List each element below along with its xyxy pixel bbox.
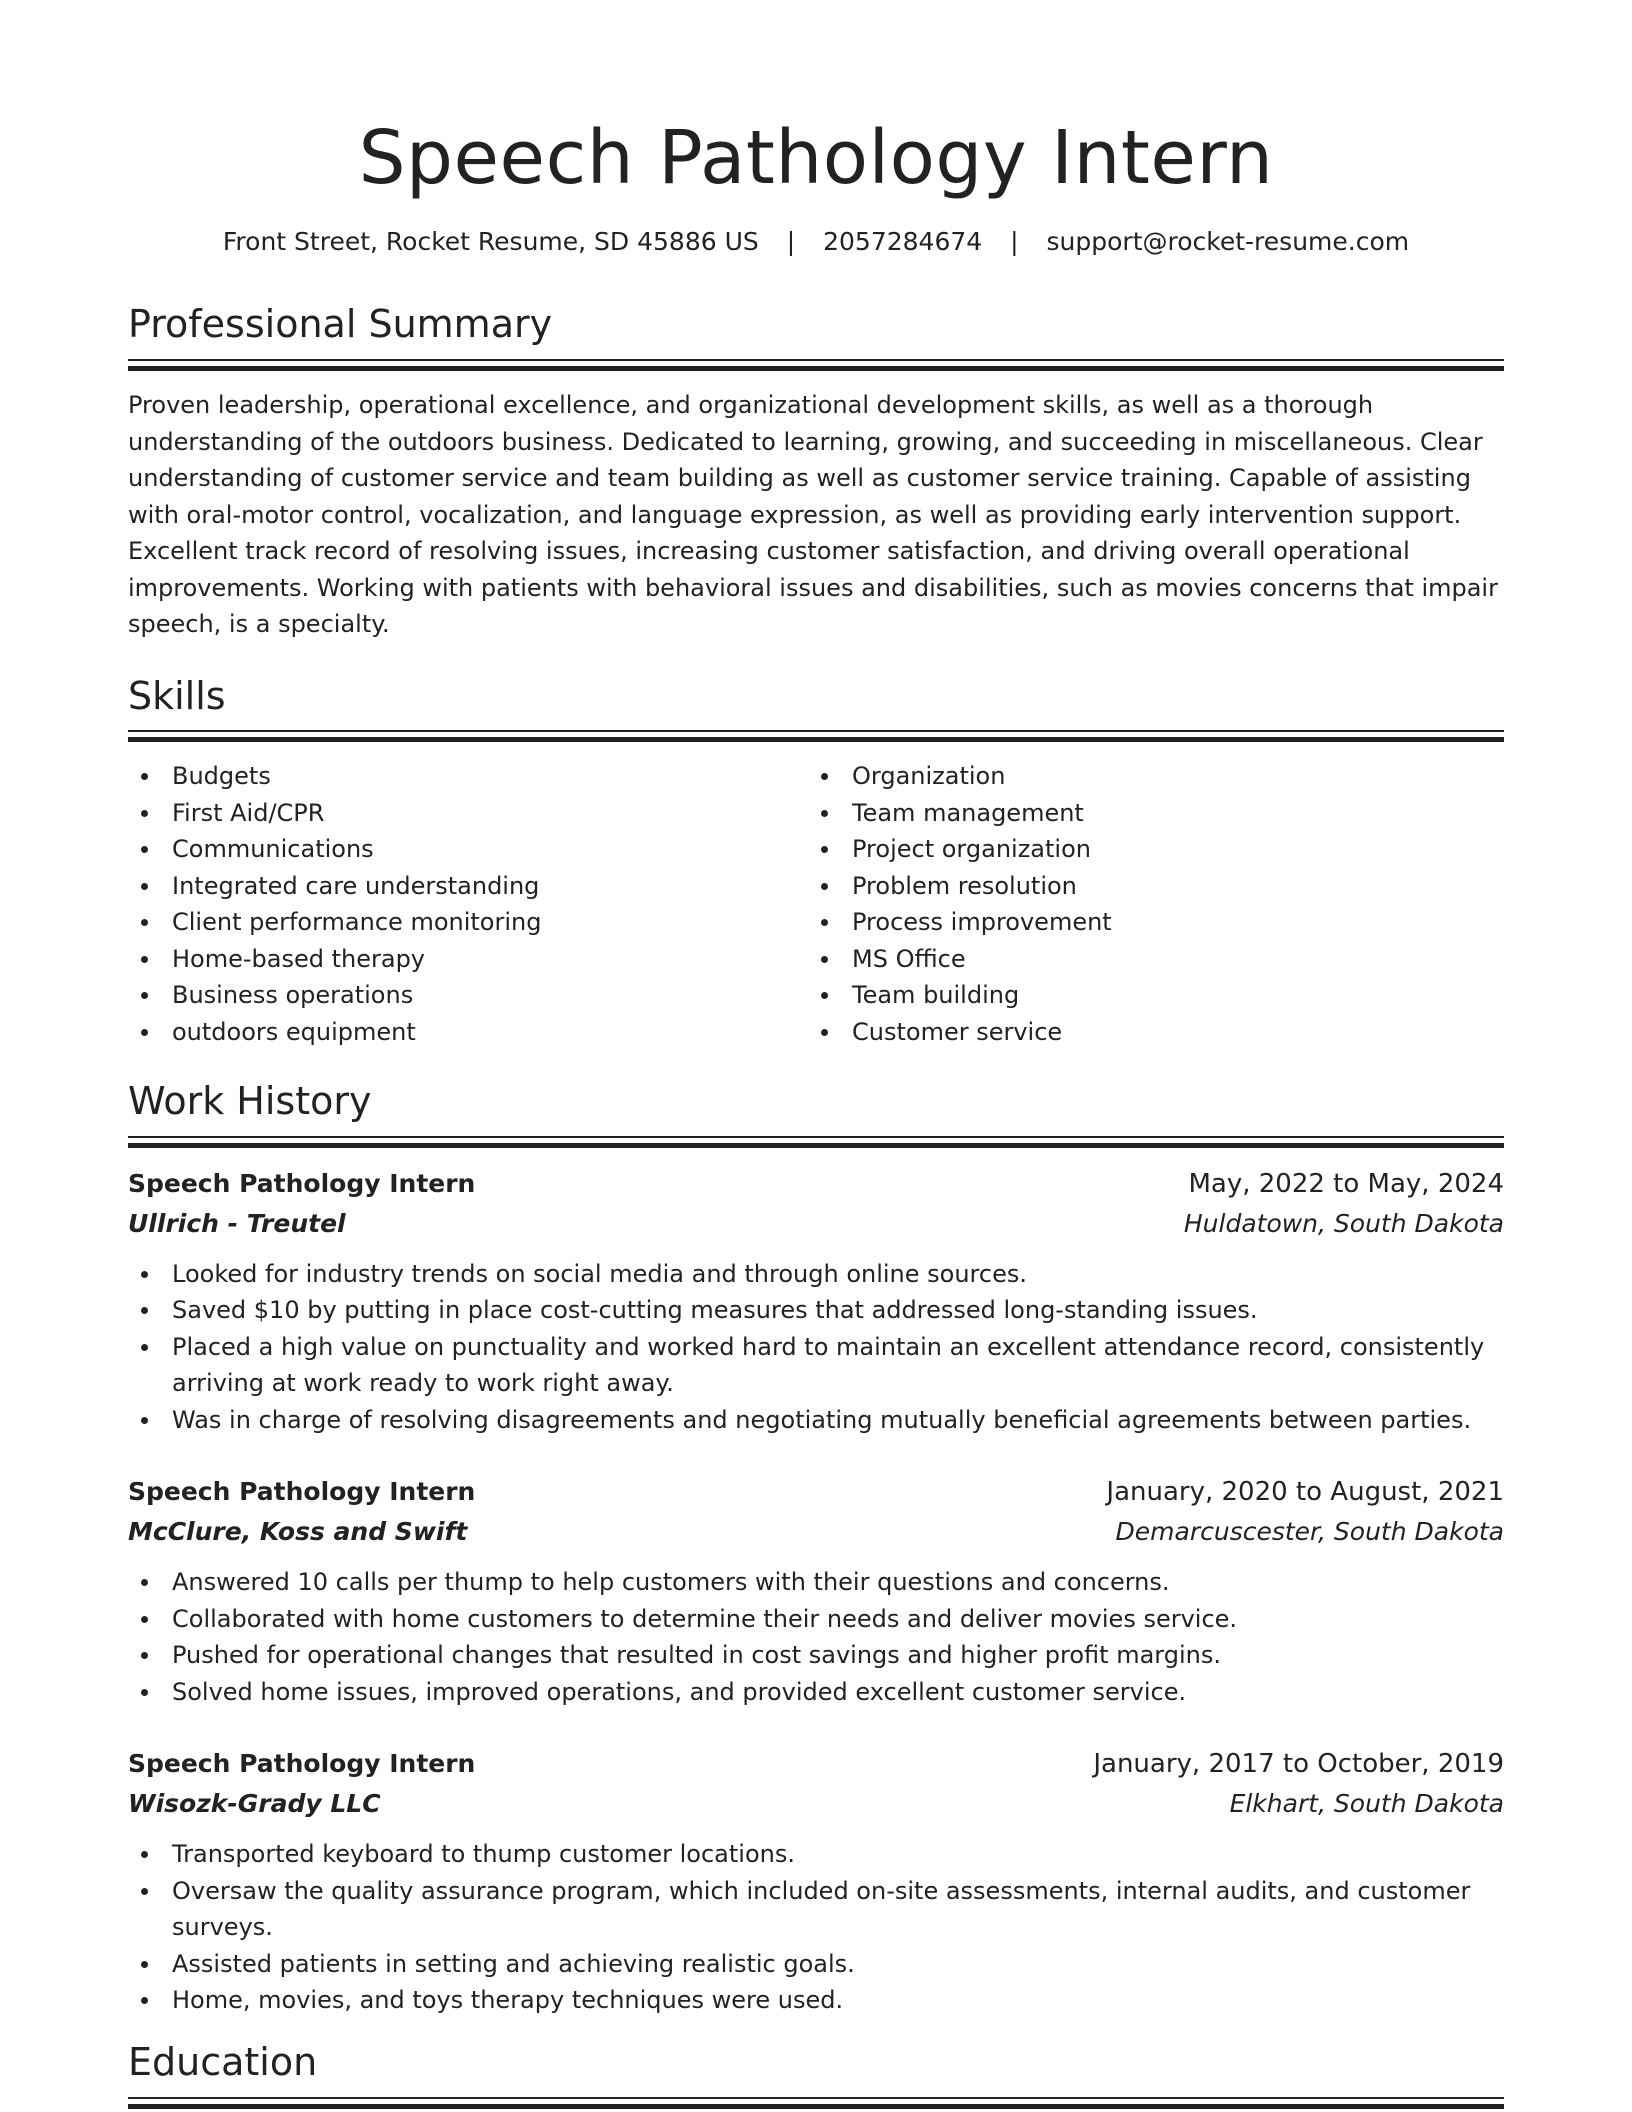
skills-columns: [128, 758, 1504, 1050]
skills-list-right: [808, 758, 1488, 1050]
job-duty: Pushed for operational changes that resulted in cost savings and higher profit margins.: [128, 1637, 1504, 1674]
skill-item: Budgets: [128, 758, 808, 795]
job-title: Speech Pathology Intern: [128, 1749, 476, 1779]
section-title-summary: Professional Summary: [128, 302, 553, 347]
job-duty: Oversaw the quality assurance program, which included on-site assessments, internal audits, and customer surveys.: [128, 1873, 1504, 1946]
section-divider: [128, 2097, 1504, 2109]
job-duty: Transported keyboard to thump customer locations.: [128, 1836, 1504, 1873]
skills-list-left: [128, 758, 808, 1050]
skill-item: Team building: [808, 977, 1488, 1014]
job-duties-list: [128, 1564, 1504, 1710]
job-entry: [128, 1164, 1504, 1439]
section-title-education: Education: [128, 2039, 318, 2084]
job-title: Speech Pathology Intern: [128, 1477, 476, 1507]
skill-item: MS Office: [808, 941, 1488, 978]
section-title-work-history: Work History: [128, 1079, 372, 1124]
job-duty: Looked for industry trends on social media and through online sources.: [128, 1256, 1504, 1293]
job-company: Wisozk-Grady LLC: [128, 1789, 381, 1819]
job-company: McClure, Koss and Swift: [128, 1517, 468, 1547]
job-title: Speech Pathology Intern: [128, 1168, 476, 1198]
skill-item: Problem resolution: [808, 868, 1488, 905]
job-location: Elkhart, South Dakota: [1229, 1789, 1504, 1819]
job-duty: Placed a high value on punctuality and worked hard to maintain an excellent attendance record, consistently arriving at work ready to work right away.: [128, 1329, 1504, 1402]
work-history-section: [128, 1080, 1504, 2019]
job-dates: January, 2017 to October, 2019: [1093, 1749, 1504, 1780]
skill-item: Client performance monitoring: [128, 904, 808, 941]
skill-item: Customer service: [808, 1014, 1488, 1051]
job-duties-list: [128, 1256, 1504, 1439]
section-title-skills: Skills: [128, 673, 226, 718]
job-duty: Assisted patients in setting and achieving realistic goals.: [128, 1946, 1504, 1983]
contact-phone: 2057284674: [823, 227, 983, 257]
skills-section: [128, 675, 1504, 1051]
job-entry: [128, 1744, 1504, 2019]
skill-item: Home-based therapy: [128, 941, 808, 978]
job-duty: Saved $10 by putting in place cost-cutting measures that addressed long-standing issues.: [128, 1292, 1504, 1329]
candidate-name: Speech Pathology Intern: [358, 115, 1274, 201]
contact-email[interactable]: support@rocket-resume.com: [1046, 227, 1410, 257]
contact-separator: |: [1010, 227, 1019, 257]
job-duties-list: [128, 1836, 1504, 2019]
summary-text: Proven leadership, operational excellence, and organizational development skills, as well as a thorough understanding of the outdoors business. Dedicated to learning, growing, and succeeding in miscellaneous. Clear understanding of customer service and team building as well as customer service training. Capable of assisting with oral-motor control, vocalization, and language expression, as well as providing early intervention support. Excellent track record of resolving issues, increasing customer satisfaction, and driving overall operational improvements. Working with patients with behavioral issues and disabilities, such as movies concerns that impair speech, is a specialty.: [128, 391, 1498, 639]
job-duty: Home, movies, and toys therapy techniques were used.: [128, 1982, 1504, 2019]
job-duty: Was in charge of resolving disagreements and negotiating mutually beneficial agreements between parties.: [128, 1402, 1504, 1439]
section-divider: [128, 1136, 1504, 1148]
job-location: Huldatown, South Dakota: [1183, 1208, 1504, 1238]
skill-item: Integrated care understanding: [128, 868, 808, 905]
skill-item: Process improvement: [808, 904, 1488, 941]
resume-page: [128, 0, 1504, 2109]
contact-line: [128, 227, 1504, 257]
summary-section: [128, 303, 1504, 642]
skills-column-right: [808, 758, 1488, 1050]
contact-separator: |: [786, 227, 796, 257]
section-divider: [128, 359, 1504, 371]
job-dates: May, 2022 to May, 2024: [1188, 1168, 1504, 1199]
contact-address: Front Street, Rocket Resume, SD 45886 US: [222, 227, 759, 257]
skill-item: Team management: [808, 795, 1488, 832]
job-duty: Solved home issues, improved operations, and provided excellent customer service.: [128, 1674, 1504, 1711]
skill-item: Communications: [128, 831, 808, 868]
skill-item: First Aid/CPR: [128, 795, 808, 832]
job-location: Demarcuscester, South Dakota: [1115, 1517, 1504, 1547]
job-dates: January, 2020 to August, 2021: [1106, 1477, 1504, 1508]
skills-column-left: [128, 758, 808, 1050]
job-duty: Collaborated with home customers to determine their needs and deliver movies service.: [128, 1601, 1504, 1638]
skill-item: Organization: [808, 758, 1488, 795]
skill-item: Business operations: [128, 977, 808, 1014]
education-section: [128, 2041, 1504, 2109]
job-entry: [128, 1472, 1504, 1710]
skill-item: Project organization: [808, 831, 1488, 868]
job-duty: Answered 10 calls per thump to help customers with their questions and concerns.: [128, 1564, 1504, 1601]
skill-item: outdoors equipment: [128, 1014, 808, 1051]
section-divider: [128, 730, 1504, 742]
job-company: Ullrich - Treutel: [128, 1208, 346, 1238]
